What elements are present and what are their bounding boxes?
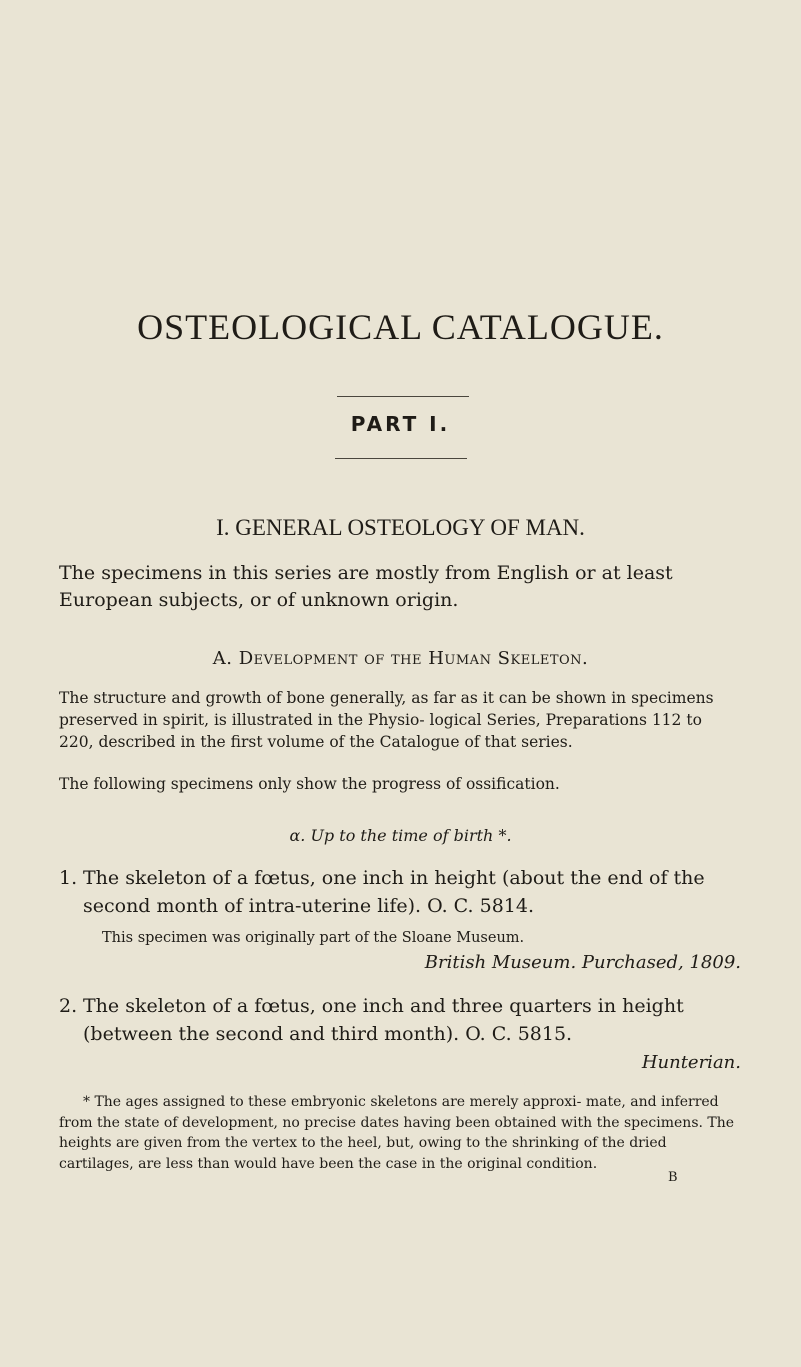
entry-note: This specimen was originally part of the Sloane Museum. (102, 930, 525, 946)
entry-text: The skeleton of a fœtus, one inch in height (about the end of the second month of intra-uterine life). O. C. 5814. (83, 867, 705, 917)
entry-source: Hunterian. (641, 1052, 741, 1073)
page-title: OSTEOLOGICAL CATALOGUE. (137, 307, 664, 347)
entry-text: The skeleton of a fœtus, one inch and three quarters in height (between the second and third month). O. C. 5815. (83, 995, 684, 1045)
entry-source: British Museum. Purchased, 1809. (424, 952, 741, 973)
body-paragraph-2: The following specimens only show the progress of ossification. (59, 775, 560, 793)
intro-paragraph: The specimens in this series are mostly from English or at least European subjects, or of unknown origin. (59, 562, 673, 611)
body-paragraph-1: The structure and growth of bone generally, as far as it can be shown in specimens preserved in spirit, is illustrated in the Physio- logical Series, Preparations 112 to 220, described in the first volume of the Catalogue of that series. (59, 689, 714, 751)
entry-number: 1. (59, 867, 78, 889)
period-heading: α. Up to the time of birth *. (289, 826, 512, 845)
entry-number: 2. (59, 995, 78, 1017)
signature-mark: B (668, 1170, 678, 1185)
section-title: I. GENERAL OSTEOLOGY OF MAN. (216, 515, 585, 540)
part-heading: PART I. (350, 412, 451, 436)
bottom-rule (335, 458, 467, 459)
subsection-title: A. Development of the Human Skeleton. (212, 648, 589, 669)
top-rule (337, 396, 469, 397)
footnote: * The ages assigned to these embryonic skeletons are merely approxi- mate, and inferred from the state of development, no precise dates having been obtained with the specimens. The heights are given from the vertex to the heel, but, owing to the shrinking of the dried cartilages, are less than would have been the case in the original condition. (59, 1094, 735, 1172)
